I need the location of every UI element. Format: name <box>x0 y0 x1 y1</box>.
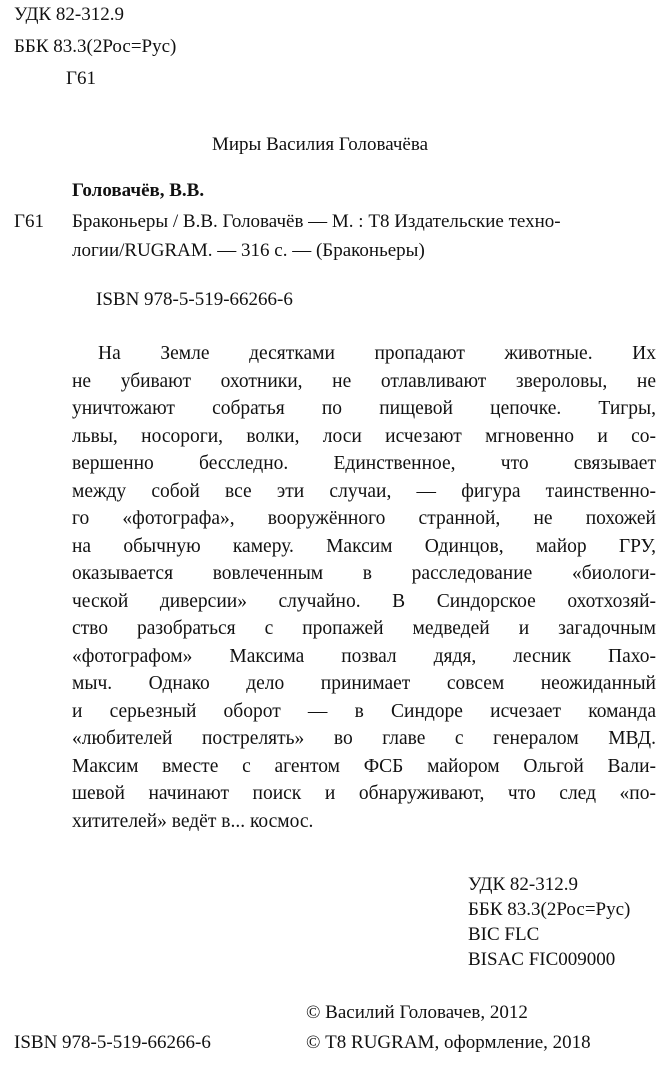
annotation-line: мыч. Однако дело принимает совсем неожиданный <box>72 673 656 694</box>
class-bbk: ББК 83.3(2Рос=Рус) <box>468 899 631 920</box>
annotation-line: Максим вместе с агентом ФСБ майором Ольгой Вали- <box>72 755 656 777</box>
annotation-line: оказывается вовлеченным в расследование «биологи- <box>72 563 656 584</box>
annotation-line: не убивают охотники, не отлавливают звероловы, не <box>72 370 656 392</box>
class-udk: УДК 82-312.9 <box>468 874 578 895</box>
annotation-line: го «фотографа», вооружённого странной, не похожей <box>72 508 656 529</box>
annotation-line: хитителей» ведёт в... космос. <box>72 810 314 832</box>
header-udk: УДК 82-312.9 <box>14 4 124 25</box>
annotation-line: «фотографом» Максима позвал дядя, лесник Пахо- <box>72 645 656 667</box>
annotation-line: ство разобраться с пропажей медведей и загадочным <box>72 618 656 639</box>
series-title: Миры Василия Головачёва <box>212 134 429 155</box>
footer-isbn: ISBN 978-5-519-66266-6 <box>14 1032 211 1053</box>
annotation-line: шевой начинают поиск и обнаруживают, что след «по- <box>72 783 656 804</box>
annotation-line: и серьезный оборот — в Синдоре исчезает команда <box>72 700 656 722</box>
entry-mark: Г61 <box>14 211 44 232</box>
copyright-author: © Василий Головачев, 2012 <box>306 1002 528 1023</box>
entry-isbn: ISBN 978-5-519-66266-6 <box>96 289 293 310</box>
bibliographic-line-2: логии/RUGRAM. — 316 с. — (Браконьеры) <box>72 240 425 261</box>
annotation-line: уничтожают собратья по пищевой цепочке. Тигры, <box>72 398 656 419</box>
annotation-line: «любителей пострелять» во главе с генералом МВД. <box>72 728 656 749</box>
header-bbk: ББК 83.3(2Рос=Рус) <box>14 36 177 57</box>
annotation-line: ческой диверсии» случайно. В Синдорское охотхозяй- <box>72 590 656 612</box>
copyright-design: © Т8 RUGRAM, оформление, 2018 <box>306 1032 591 1053</box>
class-bisac: BISAC FIC009000 <box>468 949 616 970</box>
author-heading: Головачёв, В.В. <box>72 180 205 201</box>
annotation-line: между собой все эти случаи, — фигура таинственно- <box>72 480 656 502</box>
annotation-line: вершенно бесследно. Единственное, что связывает <box>72 453 656 474</box>
annotation <box>72 340 656 835</box>
annotation-line: львы, носороги, волки, лоси исчезают мгновенно и со- <box>72 425 656 447</box>
annotation-line: На Земле десятками пропадают животные. Их <box>98 343 656 364</box>
header-author-mark: Г61 <box>66 68 96 89</box>
class-bic: BIC FLC <box>468 924 540 945</box>
bibliographic-line-1: Браконьеры / В.В. Головачёв — М. : Т8 Издательские техно- <box>72 211 561 232</box>
annotation-line: на обычную камеру. Максим Одинцов, майор ГРУ, <box>72 535 656 557</box>
